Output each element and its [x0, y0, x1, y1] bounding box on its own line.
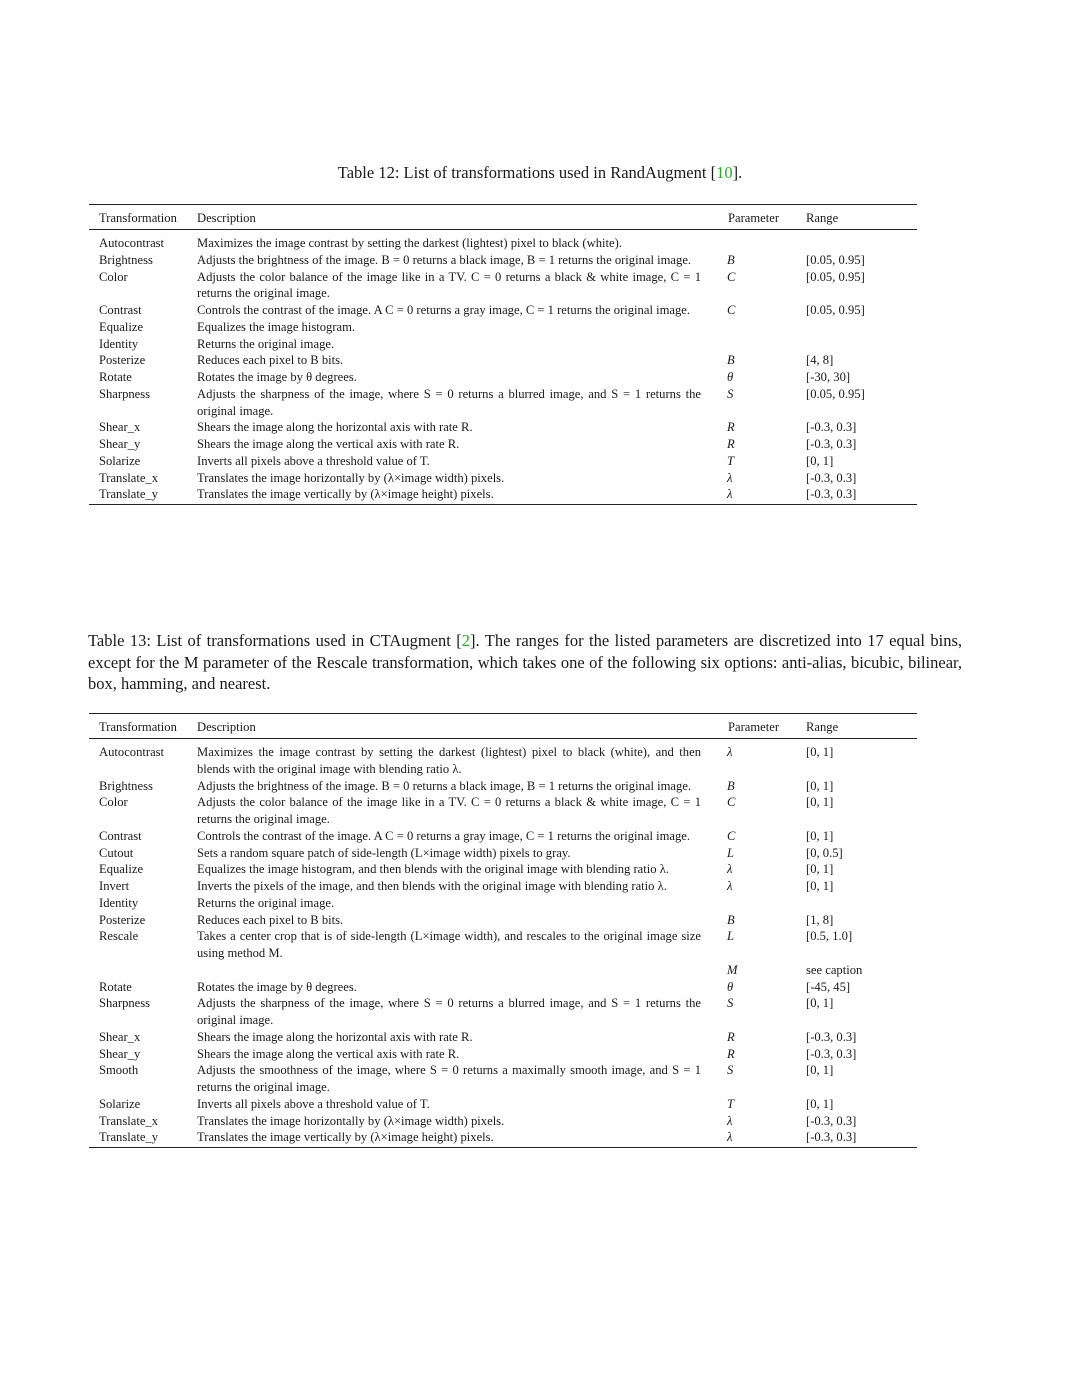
- table-row: [89, 928, 917, 962]
- parameter-cell: θ: [727, 979, 734, 994]
- parameter-cell: [701, 336, 776, 353]
- parameter-cell: C: [727, 269, 736, 284]
- table-row: [89, 744, 917, 778]
- table-body: [89, 230, 917, 504]
- transformation-cell: Invert: [99, 879, 130, 893]
- range-cell: [-45, 45]: [806, 979, 851, 994]
- description-cell: Translates the image vertically by (λ×image height) pixels.: [197, 1130, 494, 1145]
- description-cell: Inverts the pixels of the image, and then blends with the original image with blending ratio λ.: [197, 879, 667, 893]
- header-range: Range: [806, 720, 839, 734]
- range-cell: [0, 1]: [806, 795, 834, 810]
- range-cell: [-30, 30]: [806, 370, 851, 384]
- description-cell: Adjusts the sharpness of the image, where S = 0 returns a blurred image, and S = 1 returns the original image.: [197, 386, 701, 418]
- description-cell: Adjusts the brightness of the image. B = 0 returns a black image, B = 1 returns the original image.: [197, 778, 692, 793]
- table13: [89, 713, 917, 1148]
- header-parameter: Parameter: [728, 720, 780, 734]
- range-cell: [0, 1]: [806, 879, 834, 893]
- description-cell: Shears the image along the vertical axis with rate R.: [197, 1046, 460, 1061]
- table-header: [89, 205, 917, 229]
- range-cell: see caption: [806, 962, 863, 977]
- description-cell: Adjusts the brightness of the image. B = 0 returns a black image, B = 1 returns the original image.: [197, 252, 692, 267]
- description-cell: Translates the image horizontally by (λ×image width) pixels.: [197, 1113, 505, 1128]
- table-body: [89, 739, 917, 1147]
- parameter-cell: λ: [727, 1113, 733, 1128]
- parameter-cell: B: [727, 252, 735, 267]
- transformation-cell: Color: [99, 269, 128, 284]
- parameter-cell: C: [727, 795, 736, 810]
- table-row: [89, 828, 917, 845]
- range-cell: [0, 1]: [806, 862, 834, 877]
- parameter-cell: λ: [727, 1130, 733, 1145]
- description-cell: Inverts all pixels above a threshold value of T.: [197, 453, 430, 468]
- transformation-cell: Smooth: [99, 1063, 139, 1078]
- range-cell: [0, 1]: [806, 778, 834, 793]
- table-row: [89, 1046, 917, 1063]
- transformation-cell: Autocontrast: [99, 236, 165, 250]
- parameter-cell: R: [727, 420, 735, 435]
- table-header: [89, 714, 917, 738]
- table-row: [89, 979, 917, 996]
- parameter-cell: S: [727, 1063, 734, 1078]
- parameter-cell: C: [727, 828, 736, 843]
- table-row: [89, 269, 917, 303]
- table-row: [89, 319, 917, 336]
- table-row: [89, 235, 917, 252]
- range-cell: [776, 895, 917, 912]
- description-cell: Equalizes the image histogram, and then blends with the original image with blending ratio λ.: [197, 862, 669, 877]
- parameter-cell: B: [727, 353, 735, 368]
- caption-text: Table 13: List of transformations used in CTAugment [: [88, 631, 462, 650]
- range-cell: [4, 8]: [806, 353, 834, 368]
- transformation-cell: Equalize: [99, 319, 144, 334]
- range-cell: [0, 1]: [806, 1063, 834, 1078]
- citation-link[interactable]: 2: [461, 631, 470, 650]
- table-row: [89, 962, 917, 979]
- range-cell: [-0.3, 0.3]: [806, 1113, 857, 1128]
- parameter-cell: λ: [727, 745, 733, 759]
- description-cell: Shears the image along the horizontal axis with rate R.: [197, 420, 473, 435]
- description-cell: Controls the contrast of the image. A C = 0 returns a gray image, C = 1 returns the original image.: [197, 828, 691, 843]
- range-cell: [776, 336, 917, 353]
- range-cell: [1, 8]: [806, 912, 834, 927]
- table13-caption: [88, 630, 962, 695]
- table-row: [89, 912, 917, 929]
- table-row: [89, 453, 917, 470]
- transformation-cell: Contrast: [99, 303, 142, 317]
- transformation-cell: Color: [99, 795, 128, 810]
- table-row: [89, 845, 917, 862]
- description-cell: Rotates the image by θ degrees.: [197, 979, 357, 994]
- range-cell: [-0.3, 0.3]: [806, 1029, 857, 1044]
- transformation-cell: Sharpness: [99, 996, 151, 1011]
- transformation-cell: Translate_y: [99, 1130, 159, 1145]
- parameter-cell: S: [727, 996, 734, 1011]
- description-cell: Maximizes the image contrast by setting the darkest (lightest) pixel to black (white).: [197, 236, 622, 250]
- table-row: [89, 252, 917, 269]
- description-cell: Maximizes the image contrast by setting the darkest (lightest) pixel to black (white), and then blends with the original image with blending ratio λ.: [197, 745, 701, 776]
- range-cell: [0, 0.5]: [806, 845, 843, 860]
- description-cell: Reduces each pixel to B bits.: [197, 353, 344, 368]
- range-cell: [-0.3, 0.3]: [806, 1130, 857, 1145]
- table-row: [89, 1113, 917, 1130]
- description-cell: Controls the contrast of the image. A C = 0 returns a gray image, C = 1 returns the original image.: [197, 303, 691, 317]
- caption-text: Table 12: List of transformations used in RandAugment [: [337, 163, 717, 182]
- parameter-cell: [701, 319, 776, 336]
- table-row: [89, 878, 917, 895]
- table-row: [89, 436, 917, 453]
- citation-link[interactable]: 10: [716, 163, 733, 182]
- table-row: [89, 386, 917, 420]
- range-cell: [0.05, 0.95]: [806, 303, 865, 317]
- parameter-cell: λ: [727, 879, 733, 893]
- range-cell: [0.05, 0.95]: [806, 269, 865, 284]
- table-row: [89, 336, 917, 353]
- range-cell: [0, 1]: [806, 745, 834, 759]
- range-cell: [-0.3, 0.3]: [806, 437, 857, 451]
- header-transformation: Transformation: [99, 720, 177, 734]
- parameter-cell: R: [727, 437, 735, 451]
- description-cell: Adjusts the color balance of the image like in a TV. C = 0 returns a black & white image, C = 1 returns the original image.: [197, 269, 701, 301]
- range-cell: [0, 1]: [806, 996, 834, 1011]
- description-cell: Translates the image vertically by (λ×image height) pixels.: [197, 487, 494, 502]
- table-row: [89, 1096, 917, 1113]
- caption-text: ]. The ranges for the listed parameters are discretized into 17 equal bins, except for the M parameter of the Rescale transformation, which takes one of the following six options: anti-alias, bicubic, bilinear, box, hamming, and nearest.: [88, 631, 962, 693]
- parameter-cell: λ: [727, 470, 733, 485]
- parameter-cell: T: [727, 453, 735, 468]
- description-cell: Adjusts the color balance of the image like in a TV. C = 0 returns a black & white image, C = 1 returns the original image.: [197, 795, 701, 826]
- parameter-cell: M: [727, 962, 738, 977]
- description-cell: Returns the original image.: [197, 895, 335, 910]
- transformation-cell: Shear_x: [99, 420, 141, 435]
- table-row: [89, 302, 917, 319]
- parameter-cell: [701, 235, 776, 252]
- range-cell: [-0.3, 0.3]: [806, 1046, 857, 1061]
- parameter-cell: [701, 895, 776, 912]
- transformation-cell: Identity: [99, 336, 139, 351]
- transformation-cell: Translate_x: [99, 1113, 159, 1128]
- transformation-cell: Rotate: [99, 979, 132, 994]
- parameter-cell: B: [727, 778, 735, 793]
- parameter-cell: R: [727, 1046, 735, 1061]
- table-row: [89, 369, 917, 386]
- description-cell: Takes a center crop that is of side-length (L×image width), and rescales to the original image size using method M.: [197, 929, 701, 960]
- parameter-cell: λ: [727, 862, 733, 877]
- table-row: [89, 1062, 917, 1096]
- range-cell: [0.05, 0.95]: [806, 252, 865, 267]
- transformation-cell: Rescale: [99, 929, 139, 944]
- range-cell: [776, 319, 917, 336]
- description-cell: Translates the image horizontally by (λ×image width) pixels.: [197, 470, 505, 485]
- transformation-cell: Shear_y: [99, 1046, 141, 1061]
- table12-caption: [0, 163, 1080, 183]
- header-description: Description: [197, 720, 256, 734]
- transformation-cell: Autocontrast: [99, 745, 165, 759]
- table-row: [89, 470, 917, 487]
- transformation-cell: Brightness: [99, 778, 153, 793]
- table-row: [89, 486, 917, 503]
- caption-text: ].: [732, 163, 743, 182]
- header-parameter: Parameter: [728, 211, 780, 225]
- transformation-cell: Shear_y: [99, 437, 141, 451]
- table12: [89, 204, 917, 505]
- parameter-cell: L: [727, 845, 735, 860]
- range-cell: [0, 1]: [806, 453, 834, 468]
- parameter-cell: L: [727, 929, 735, 944]
- transformation-cell: Solarize: [99, 1096, 141, 1111]
- description-cell: Shears the image along the horizontal axis with rate R.: [197, 1029, 473, 1044]
- transformation-cell: Equalize: [99, 862, 144, 877]
- range-cell: [0, 1]: [806, 1096, 834, 1111]
- transformation-cell: Translate_x: [99, 470, 159, 485]
- range-cell: [-0.3, 0.3]: [806, 420, 857, 435]
- description-cell: Returns the original image.: [197, 336, 335, 351]
- description-cell: Shears the image along the vertical axis with rate R.: [197, 437, 460, 451]
- transformation-cell: Contrast: [99, 828, 142, 843]
- parameter-cell: C: [727, 303, 736, 317]
- table-row: [89, 1029, 917, 1046]
- description-cell: Reduces each pixel to B bits.: [197, 912, 344, 927]
- table-row: [89, 861, 917, 878]
- description-cell: Adjusts the sharpness of the image, where S = 0 returns a blurred image, and S = 1 returns the original image.: [197, 996, 701, 1027]
- table-row: [89, 419, 917, 436]
- range-cell: [0.5, 1.0]: [806, 929, 853, 944]
- header-transformation: Transformation: [99, 211, 177, 225]
- transformation-cell: Cutout: [99, 845, 134, 860]
- range-cell: [0, 1]: [806, 828, 834, 843]
- description-cell: Equalizes the image histogram.: [197, 319, 356, 334]
- transformation-cell: Solarize: [99, 453, 141, 468]
- table-row: [89, 1129, 917, 1146]
- table-row: [89, 794, 917, 828]
- description-cell: Adjusts the smoothness of the image, where S = 0 returns a maximally smooth image, and S = 1 returns the original image.: [197, 1063, 701, 1094]
- transformation-cell: Sharpness: [99, 386, 151, 401]
- transformation-cell: Brightness: [99, 252, 153, 267]
- table-row: [89, 778, 917, 795]
- transformation-cell: Posterize: [99, 353, 146, 368]
- parameter-cell: R: [727, 1029, 735, 1044]
- table-row: [89, 352, 917, 369]
- parameter-cell: λ: [727, 487, 733, 502]
- description-cell: Sets a random square patch of side-length (L×image width) pixels to gray.: [197, 845, 571, 860]
- table-row: [89, 895, 917, 912]
- range-cell: [776, 235, 917, 252]
- parameter-cell: T: [727, 1096, 735, 1111]
- description-cell: Rotates the image by θ degrees.: [197, 370, 357, 384]
- transformation-cell: Translate_y: [99, 487, 159, 502]
- parameter-cell: S: [727, 386, 734, 401]
- header-description: Description: [197, 211, 256, 225]
- transformation-cell: Posterize: [99, 912, 146, 927]
- transformation-cell: Shear_x: [99, 1029, 141, 1044]
- header-range: Range: [806, 211, 839, 225]
- range-cell: [-0.3, 0.3]: [806, 487, 857, 502]
- description-cell: Inverts all pixels above a threshold value of T.: [197, 1096, 430, 1111]
- transformation-cell: Rotate: [99, 370, 132, 384]
- parameter-cell: θ: [727, 370, 734, 384]
- range-cell: [0.05, 0.95]: [806, 386, 865, 401]
- transformation-cell: [89, 962, 197, 979]
- parameter-cell: B: [727, 912, 735, 927]
- description-cell: [197, 962, 701, 979]
- range-cell: [-0.3, 0.3]: [806, 470, 857, 485]
- table-row: [89, 995, 917, 1029]
- transformation-cell: Identity: [99, 895, 139, 910]
